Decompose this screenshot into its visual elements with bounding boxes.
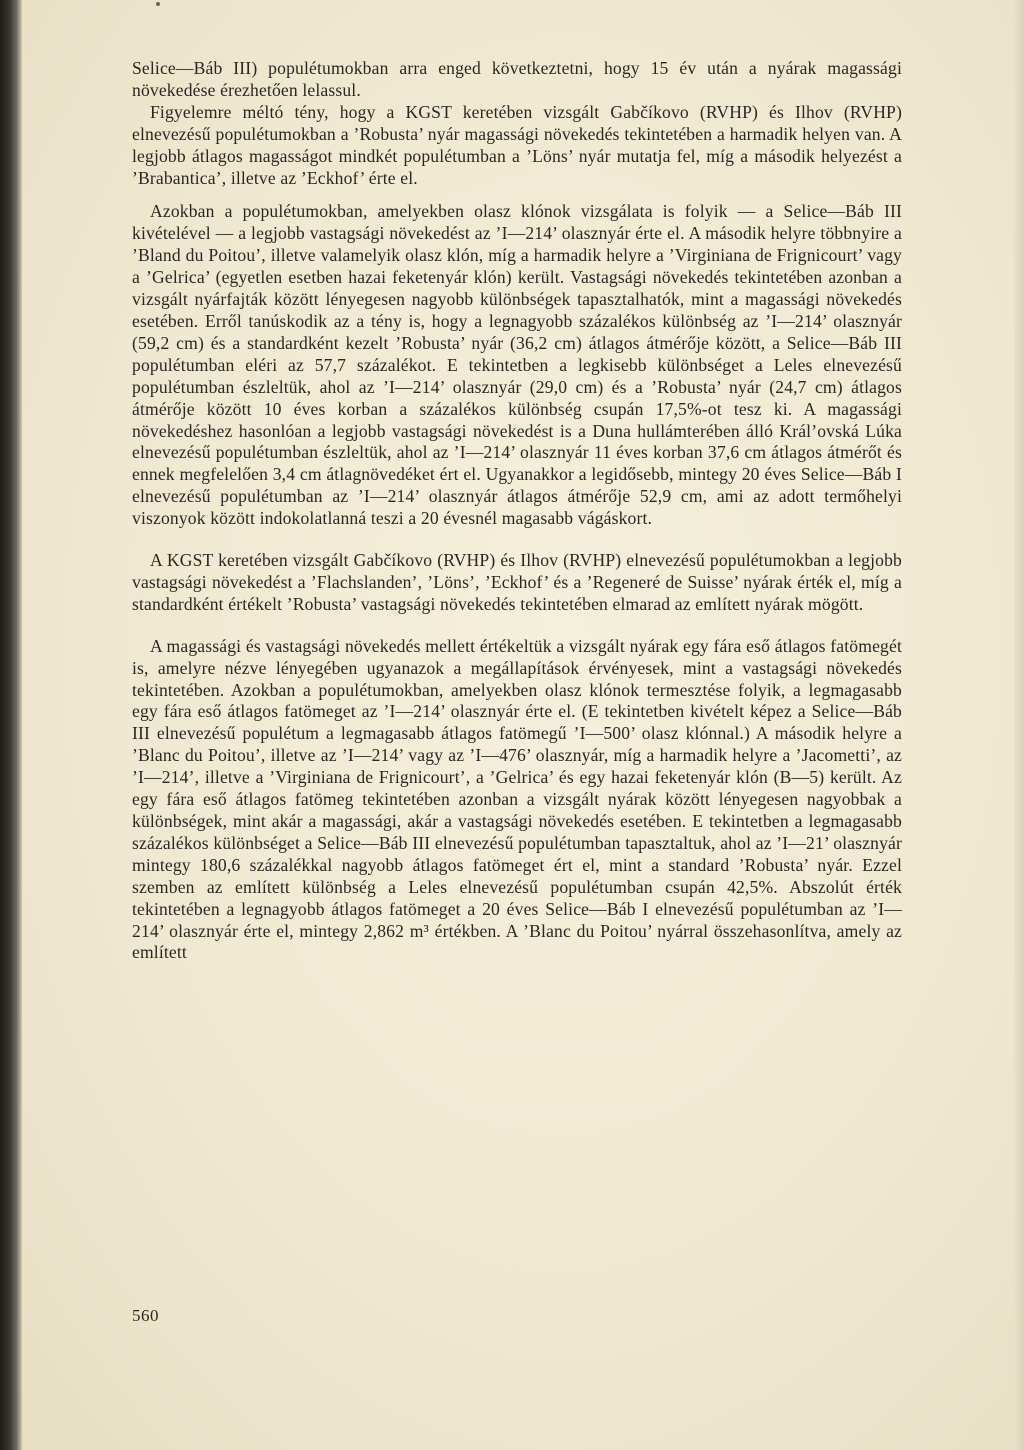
paragraph-kgst-height: Figyelemre méltó tény, hogy a KGST keretében vizsgált Gabčíkovo (RVHP) és Ilhov (RVHP) elnevezésű populétumokban a ’Robusta’ nyár magassági növekedés tekintetében a harmadik helyen van. A legjobb átlagos magasságot mindkét populétumban a ’Löns’ nyár mutatja fel, míg a második helyezést a ’Brabantica’, illetve az ’Eckhof’ érte el. (132, 101, 902, 188)
paragraph-kgst-diameter: A KGST keretében vizsgált Gabčíkovo (RVHP) és Ilhov (RVHP) elnevezésű populétumokban a legjobb vastagsági növekedést a ’Flachslanden’, ’Löns’, ’Eckhof’ és a ’Regeneré de Suisse’ nyárak érték el, míg a standardként értékelt ’Robusta’ vastagsági növekedés tekintetében elmarad az említett nyárak mögött. (132, 550, 902, 614)
paragraph-volume: A magassági és vastagsági növekedés mellett értékeltük a vizsgált nyárak egy fára eső átlagos fatömegét is, amelyre nézve lényegében ugyanazok a megállapítások érvényesek, mint a vastagsági növekedés tekintetében. Azokban a populétumokban, amelyekben olasz klónok termesztése folyik, a legmagasabb egy fára eső átlagos fatömeget az ’I—214’ olasznyár érte el. (E tekintetben kivételt képez a Selice—Báb III elnevezésű populétum a legmagasabb átlagos fatömegű ’I—500’ olasz klónnal.) A második helyre a ’Blanc du Poitou’, illetve az ’I—214’ vagy az ’I—476’ olasznyár, míg a harmadik helyre a ’Jacometti’, az ’I—214’, illetve a ’Virginiana de Frignicourt’, a ’Gelrica’ és egy hazai feketenyár klón (B—5) került. Az egy fára eső átlagos fatömeg tekintetében azonban a vizsgált nyárak között lényegesen nagyobbak a különbségek, mint akár a magassági, akár a vastagsági növekedés esetében. E tekintetben a legmagasabb százalékos különbséget a Selice—Báb III elnevezésű populétumban tapasztaltuk, ahol az ’I—21’ olasznyár mintegy 180,6 százalékkal nagyobb átlagos fatömeget ért el, mint a standard ’Robusta’ nyár. Ezzel szemben az említett különbség a Leles elnevezésű populétumban csupán 42,5%. Abszolút érték tekintetében a legnagyobb átlagos fatömeget a 20 éves Selice—Báb I elnevezésű populétumban az ’I—214’ olasznyár érte el, mintegy 2,862 m³ értékben. A ’Blanc du Poitou’ nyárral összehasonlítva, amely az említett (132, 635, 902, 963)
page-number: 560 (132, 1306, 159, 1325)
ink-speck (156, 2, 160, 6)
page-edge (1014, 0, 1024, 1450)
paragraph-continuation: Selice—Báb III) populétumokban arra enged következtetni, hogy 15 év után a nyárak magassági növekedése érezhetően lelassul. (132, 58, 902, 100)
book-binding (0, 0, 22, 1450)
body-text (132, 58, 902, 964)
paragraph-diameter-growth: Azokban a populétumokban, amelyekben olasz klónok vizsgálata is folyik — a Selice—Báb III kivételével — a legjobb vastagsági növekedést az ’I—214’ olasznyár érte el. A második helyre többnyire a ’Bland du Poitou’, illetve valamelyik olasz klón, míg a harmadik helyre a ’Virginiana de Frignicourt’ vagy a ’Gelrica’ (egyetlen esetben hazai feketenyár klón) került. Vastagsági növekedés tekintetében azonban a vizsgált nyárfajták között lényegesen nagyobb különbségek tapasztalhatók, mint a magassági növekedés esetében. Erről tanúskodik az a tény is, hogy a legnagyobb százalékos különbség az ’I—214’ olasznyár (59,2 cm) és a standardként kezelt ’Robusta’ nyár (36,2 cm) átlagos átmérője között, a Selice—Báb III populétumban eléri az 57,7 százalékot. E tekintetben a legkisebb különbséget a Leles elnevezésű populétumban észleltük, ahol az ’I—214’ olasznyár (29,0 cm) és a ’Robusta’ nyár (24,7 cm) átlagos átmérője között 10 éves korban a százalékos különbség csupán 17,5%-ot tesz ki. A magassági növekedéshez hasonlóan a legjobb vastagsági növekedést is a Duna hullámterében álló Král’ovská Lúka elnevezésű populétumban észleltük, ahol az ’I—214’ olasznyár 11 éves korban 37,6 cm átlagos átmérőt és ennek megfelelően 3,4 cm átlagnövedéket ért el. Ugyanakkor a legidősebb, mintegy 20 éves Selice—Báb I elnevezésű populétumban az ’I—214’ olasznyár átlagos átmérője 52,9 cm, ami az adott termőhelyi viszonyok között indokolatlanná teszi a 20 évesnél magasabb vágáskort. (132, 201, 902, 529)
